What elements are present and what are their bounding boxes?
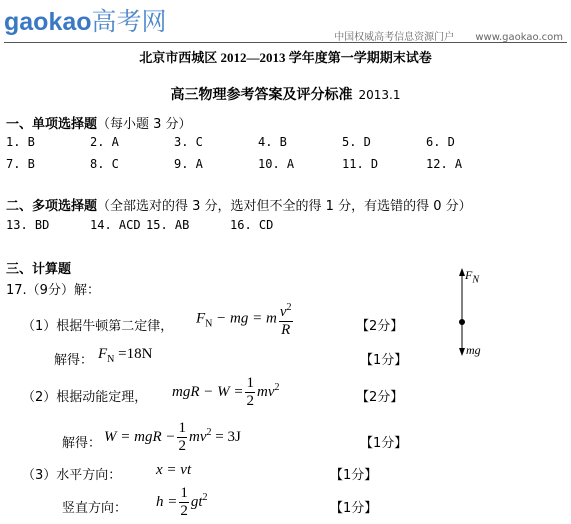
section2-heading — [6, 195, 472, 214]
equation-3: x = vt — [156, 462, 192, 478]
section3-heading — [6, 258, 71, 277]
eq1-fraction — [279, 299, 293, 339]
res1-value: =18N — [114, 346, 153, 362]
step1-label: （1）根据牛顿第二定律， — [22, 319, 174, 334]
vertical-score: 【1分】 — [330, 501, 378, 516]
step1-result-score: 【1分】 — [360, 353, 408, 368]
eq4-den: 2 — [180, 503, 188, 519]
res2-left: W = mgR − — [104, 428, 176, 445]
answer-12: 12. A — [426, 157, 463, 171]
answer-13: 13. BD — [6, 218, 50, 232]
eq1-sub: N — [205, 318, 213, 330]
section2-title: 二、多项选择题 — [6, 199, 98, 214]
result-1 — [98, 346, 152, 365]
step2-score: 【2分】 — [356, 390, 404, 405]
res2-right: mv — [188, 428, 207, 445]
step3-score: 【1分】 — [330, 468, 378, 483]
res2-fraction — [177, 420, 187, 455]
step3-label: （3）水平方向： — [22, 468, 122, 483]
paper-title-text: 高三物理参考答案及评分标准 — [170, 87, 353, 103]
res1-sub: N — [107, 354, 115, 365]
res2-den: 2 — [178, 438, 186, 454]
result-2 — [104, 420, 241, 455]
body-point — [459, 319, 465, 325]
normal-force-letter: F — [465, 268, 473, 282]
section1-title: 一、单项选择题 — [6, 117, 98, 132]
answer-14: 14. ACD — [90, 218, 141, 232]
answer-8: 8. C — [90, 157, 119, 171]
eq1-num — [279, 299, 293, 322]
normal-force-sub: N — [472, 274, 480, 286]
eq2-num: 1 — [246, 375, 254, 391]
header-divider — [4, 42, 567, 43]
eq4-left: h = — [156, 493, 178, 510]
eq1-F: F — [196, 310, 206, 327]
arrow-down-icon — [459, 348, 465, 356]
logo-chinese: 高考网 — [91, 8, 167, 36]
site-url[interactable]: www.gaokao.com — [475, 32, 563, 43]
solve-label-1: 解得： — [54, 353, 94, 368]
answer-16: 16. CD — [230, 218, 274, 232]
answer-9: 9. A — [174, 157, 203, 171]
answer-11: 11. D — [342, 157, 379, 171]
answer-3: 3. C — [174, 135, 203, 149]
eq4-sup: 2 — [202, 491, 208, 503]
equation-2 — [172, 375, 279, 410]
eq2-den: 2 — [246, 393, 254, 409]
eq4-fraction — [179, 485, 189, 520]
paper-date: 2013.1 — [358, 88, 401, 102]
equation-4 — [156, 485, 208, 520]
vertical-label: 竖直方向： — [62, 501, 128, 516]
section3-title: 三、计算题 — [6, 262, 72, 277]
step1-score: 【2分】 — [356, 319, 404, 334]
step2-label: （2）根据动能定理， — [22, 390, 148, 405]
exam-title: 北京市西城区 2012—2013 学年度第一学期期末试卷 — [139, 50, 432, 65]
logo-latin: gaokao — [4, 8, 92, 36]
site-info — [334, 28, 563, 43]
equation-1 — [196, 299, 295, 339]
eq1-num-v: v — [279, 304, 287, 320]
answer-7: 7. B — [6, 157, 35, 171]
site-name: 中国权威高考信息资源门户 — [334, 32, 455, 43]
answer-1: 1. B — [6, 135, 35, 149]
eq1-mid: − mg = m — [212, 310, 277, 327]
section1-note: （每小题 3 分） — [97, 117, 192, 132]
eq4-num: 1 — [180, 485, 188, 501]
eq2-sup: 2 — [274, 381, 280, 393]
eq1-num-sup: 2 — [286, 302, 292, 313]
res2-num: 1 — [178, 420, 186, 436]
step2-result-score: 【1分】 — [360, 436, 408, 451]
normal-force-label — [465, 268, 479, 285]
answer-10: 10. A — [258, 157, 295, 171]
eq2-fraction — [245, 375, 255, 410]
answer-6: 6. D — [426, 135, 455, 149]
gravity-label: mg — [466, 343, 481, 357]
answer-4: 4. B — [258, 135, 287, 149]
solve-label-2: 解得： — [62, 436, 102, 451]
res1-F: F — [98, 346, 108, 362]
section1-heading — [6, 113, 192, 132]
paper-title — [0, 84, 571, 104]
res2-sup: 2 — [206, 426, 212, 438]
gaokao-logo[interactable] — [4, 2, 167, 38]
section2-note: （全部选对的得 3 分，选对但不全的得 1 分，有选错的得 0 分） — [97, 199, 472, 214]
answer-15: 15. AB — [146, 218, 190, 232]
res2-value: = 3J — [211, 428, 241, 445]
eq4-right: gt — [190, 493, 203, 510]
question-17: 17.（9分）解： — [6, 283, 100, 298]
eq2-right: mv — [256, 383, 275, 400]
answer-2: 2. A — [90, 135, 119, 149]
eq2-left: mgR − W = — [172, 383, 244, 400]
answer-5: 5. D — [342, 135, 371, 149]
eq1-den: R — [281, 322, 291, 338]
